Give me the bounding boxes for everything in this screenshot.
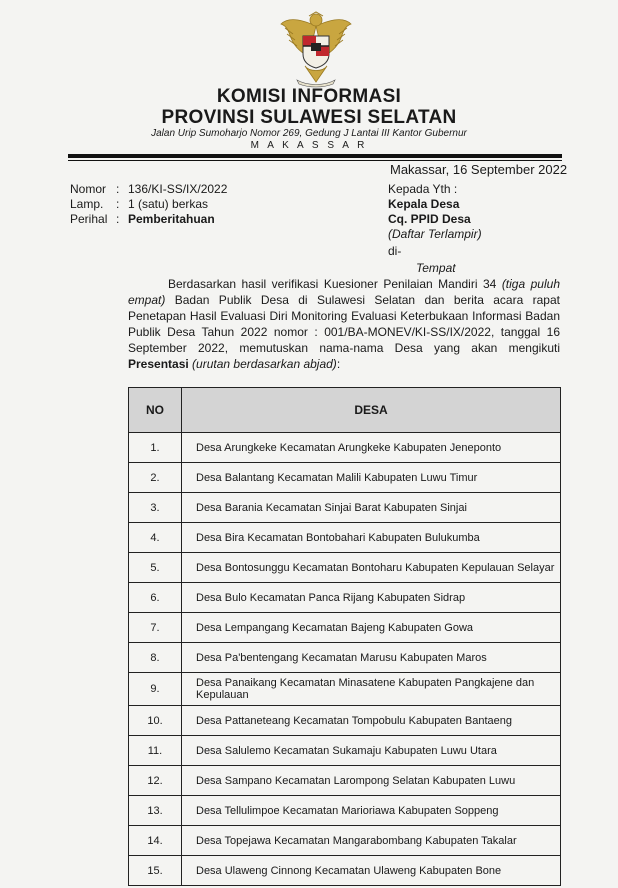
- row-no: 10.: [129, 706, 182, 736]
- desa-table: [128, 387, 561, 886]
- meta-value: 136/KI-SS/IX/2022: [128, 182, 228, 196]
- letterhead-title: KOMISI INFORMASI: [216, 86, 402, 107]
- letter-date: Makassar, 16 September 2022: [390, 162, 568, 177]
- recipient-block: [388, 182, 482, 276]
- row-no: 2.: [129, 463, 182, 493]
- letterhead-rule: [68, 154, 562, 158]
- table-row: [129, 493, 561, 523]
- meta-value: Pemberitahuan: [128, 212, 215, 226]
- body-text-2: Badan Publik Desa di Sulawesi Selatan dan berita acara rapat Penetapan Hasil Evaluasi Diri Monitoring Evaluasi Keterbukaan Informasi Badan Publik Desa Tahun 2022 nomor : 001/BA-MONEV/KI-SS/IX/2022, tanggal 16 September 2022, memutuskan nama-nama Desa yang akan mengikuti: [128, 293, 560, 355]
- recipient-di: di-: [388, 244, 402, 258]
- row-desa: Desa Pattaneteang Kecamatan Tompobulu Kabupaten Bantaeng: [182, 706, 561, 736]
- row-desa: Desa Ulaweng Cinnong Kecamatan Ulaweng Kabupaten Bone: [182, 856, 561, 886]
- row-desa: Desa Tellulimpoe Kecamatan Marioriawa Kabupaten Soppeng: [182, 796, 561, 826]
- table-row: [129, 613, 561, 643]
- table-row: [129, 673, 561, 706]
- body-paragraph: [128, 276, 560, 372]
- row-no: 1.: [129, 433, 182, 463]
- body-bold: Presentasi: [128, 357, 189, 371]
- header-desa: DESA: [182, 388, 561, 433]
- row-desa: Desa Panaikang Kecamatan Minasatene Kabupaten Pangkajene dan Kepulauan: [182, 673, 561, 706]
- table-row: [129, 643, 561, 673]
- row-no: 4.: [129, 523, 182, 553]
- row-no: 7.: [129, 613, 182, 643]
- table-row: [129, 736, 561, 766]
- table-row: [129, 433, 561, 463]
- meta-value: 1 (satu) berkas: [128, 197, 209, 211]
- meta-sep: :: [116, 212, 120, 226]
- table-row: [129, 463, 561, 493]
- row-no: 6.: [129, 583, 182, 613]
- garuda-emblem-icon: [279, 10, 353, 88]
- body-end: :: [336, 357, 341, 371]
- row-no: 11.: [129, 736, 182, 766]
- recipient-title: Kepala Desa: [388, 197, 460, 211]
- row-desa: Desa Barania Kecamatan Sinjai Barat Kabupaten Sinjai: [182, 493, 561, 523]
- row-no: 15.: [129, 856, 182, 886]
- meta-sep: :: [116, 182, 120, 196]
- meta-label: Perihal: [70, 212, 108, 226]
- meta-sep: :: [116, 197, 120, 211]
- recipient-place: Tempat: [416, 261, 456, 275]
- row-desa: Desa Lempangang Kecamatan Bajeng Kabupaten Gowa: [182, 613, 561, 643]
- meta-lamp: [70, 197, 208, 212]
- table-row: [129, 766, 561, 796]
- letterhead-city: M A K A S S A R: [250, 140, 368, 151]
- table-row: [129, 523, 561, 553]
- row-no: 14.: [129, 826, 182, 856]
- row-desa: Desa Bulo Kecamatan Panca Rijang Kabupaten Sidrap: [182, 583, 561, 613]
- row-no: 5.: [129, 553, 182, 583]
- recipient-greeting: Kepada Yth :: [388, 182, 458, 196]
- meta-perihal: [70, 212, 215, 227]
- body-italic-1: (tiga puluh empat): [128, 277, 560, 307]
- table-row: [129, 553, 561, 583]
- letterhead-address: Jalan Urip Sumoharjo Nomor 269, Gedung J Lantai III Kantor Gubernur: [151, 128, 467, 139]
- row-desa: Desa Sampano Kecamatan Larompong Selatan Kabupaten Luwu: [182, 766, 561, 796]
- table-row: [129, 796, 561, 826]
- letterhead-rule-thin: [68, 160, 562, 161]
- table-row: [129, 826, 561, 856]
- row-desa: Desa Salulemo Kecamatan Sukamaju Kabupaten Luwu Utara: [182, 736, 561, 766]
- meta-nomor: [70, 182, 227, 197]
- row-desa: Desa Bontosunggu Kecamatan Bontoharu Kabupaten Kepulauan Selayar: [182, 553, 561, 583]
- row-no: 12.: [129, 766, 182, 796]
- row-no: 9.: [129, 673, 182, 706]
- row-no: 8.: [129, 643, 182, 673]
- table-row: [129, 583, 561, 613]
- body-italic-2: (urutan berdasarkan abjad): [192, 357, 337, 371]
- meta-label: Lamp.: [70, 197, 104, 211]
- body-text-1: Berdasarkan hasil verifikasi Kuesioner Penilaian Mandiri 34: [168, 277, 502, 291]
- recipient-cq: Cq. PPID Desa: [388, 212, 471, 226]
- row-no: 13.: [129, 796, 182, 826]
- header-no: NO: [129, 388, 182, 433]
- letterhead-subtitle: PROVINSI SULAWESI SELATAN: [161, 107, 457, 128]
- recipient-note: (Daftar Terlampir): [388, 227, 482, 241]
- table-row: [129, 856, 561, 886]
- meta-label: Nomor: [70, 182, 107, 196]
- row-desa: Desa Pa'bentengang Kecamatan Marusu Kabupaten Maros: [182, 643, 561, 673]
- row-desa: Desa Balantang Kecamatan Malili Kabupaten Luwu Timur: [182, 463, 561, 493]
- row-desa: Desa Topejawa Kecamatan Mangarabombang Kabupaten Takalar: [182, 826, 561, 856]
- row-desa: Desa Bira Kecamatan Bontobahari Kabupaten Bulukumba: [182, 523, 561, 553]
- row-desa: Desa Arungkeke Kecamatan Arungkeke Kabupaten Jeneponto: [182, 433, 561, 463]
- row-no: 3.: [129, 493, 182, 523]
- table-row: [129, 706, 561, 736]
